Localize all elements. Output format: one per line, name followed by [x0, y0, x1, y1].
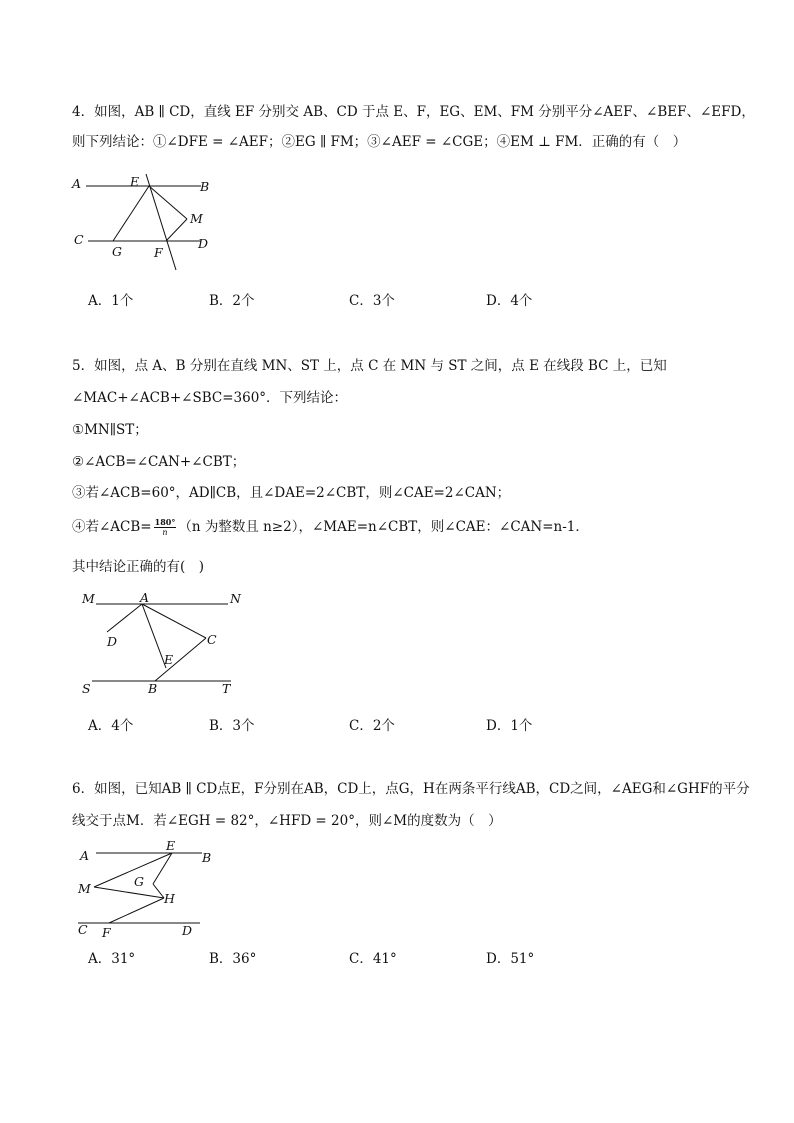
label-e: E [164, 652, 174, 667]
q5-conclusion-3: ③若∠ACB=60°，AD∥CB，且∠DAE=2∠CBT，则∠CAE=2∠CAN； [72, 485, 511, 501]
q6-option-c[interactable]: C．41° [349, 951, 397, 967]
label-m: M [82, 591, 95, 606]
label-c: C [78, 922, 88, 937]
label-h: H [164, 891, 175, 906]
q5-option-b[interactable]: B．3个 [209, 718, 255, 734]
label-a: A [140, 590, 150, 605]
q4-option-c[interactable]: C．3个 [349, 293, 395, 309]
label-d: D [198, 236, 209, 251]
q4-stem-line1: 4．如图，AB ∥ CD，直线 EF 分别交 AB、CD 于点 E、F，EG、EM、FM 分别平分∠AEF、∠BEF、∠EFD， [72, 104, 755, 120]
q5-option-c[interactable]: C．2个 [349, 718, 395, 734]
segment-ae [142, 604, 166, 668]
q5-conclusion-4 [72, 517, 589, 537]
q5-stem-line2: ∠MAC+∠ACB+∠SBC=360°．下列结论： [72, 390, 348, 406]
q5-option-d[interactable]: D．1个 [486, 718, 533, 734]
label-a: A [80, 848, 90, 863]
segment-fm [166, 219, 187, 241]
q6-figure [72, 840, 222, 940]
label-b: B [202, 850, 212, 865]
q4-option-b[interactable]: B．2个 [209, 293, 255, 309]
q5-c4-suffix: （n 为整数且 n≥2），∠MAE=n∠CBT，则∠CAE：∠CAN=n-1． [178, 519, 589, 535]
q5-conclusion-2: ②∠ACB=∠CAN+∠CBT； [72, 454, 246, 470]
segment-gh [153, 884, 164, 898]
q4-option-a[interactable]: A．1个 [88, 293, 134, 309]
label-d: D [182, 923, 193, 938]
label-c: C [207, 632, 217, 647]
label-m: M [78, 881, 91, 896]
q6-options [88, 949, 688, 969]
q6-option-b[interactable]: B．36° [209, 951, 257, 967]
label-d: D [107, 634, 118, 649]
label-e: E [130, 174, 140, 189]
label-f: F [102, 925, 111, 940]
label-g: G [112, 244, 122, 259]
q5-c4-fraction-numerator: 180° [154, 517, 176, 527]
segment-mh [94, 887, 164, 898]
segment-em [94, 853, 172, 887]
q5-stem-line1: 5．如图，点 A、B 分别在直线 MN、ST 上，点 C 在 MN 与 ST 之间，点 E 在线段 BC 上，已知 [72, 358, 667, 374]
q5-c4-prefix: ④若∠ACB= [72, 519, 152, 535]
q5-c4-fraction [154, 518, 177, 537]
segment-hf [109, 898, 164, 923]
label-m: M [190, 211, 203, 226]
q5-figure [76, 588, 256, 700]
label-n: N [230, 591, 241, 606]
q5-conclusion-1: ①MN∥ST； [72, 422, 148, 438]
label-g: G [134, 874, 144, 889]
q4-option-d[interactable]: D．4个 [486, 293, 533, 309]
label-a: A [72, 176, 82, 191]
q5-options [88, 716, 688, 736]
segment-ad [107, 604, 142, 632]
q6-stem-line1: 6．如图，已知AB ∥ CD点E，F分别在AB，CD上，点G，H在两条平行线AB，CD之间，∠AEG和∠GHF的平分 [72, 781, 750, 797]
q5-option-a[interactable]: A．4个 [88, 718, 134, 734]
q6-option-a[interactable]: A．31° [88, 951, 136, 967]
label-e: E [166, 838, 176, 853]
label-b: B [200, 179, 210, 194]
label-f: F [154, 245, 163, 260]
segment-ac [142, 604, 206, 638]
q5-c4-fraction-denominator: n [162, 528, 168, 537]
q5-closing: 其中结论正确的有( ) [72, 559, 205, 575]
q4-figure [66, 168, 226, 278]
label-c: C [74, 232, 84, 247]
segment-eg [113, 186, 149, 241]
label-s: S [82, 681, 91, 696]
label-t: T [222, 681, 231, 696]
q4-options [88, 291, 688, 311]
q6-stem-line2: 线交于点M．若∠EGH = 82°，∠HFD = 20°，则∠M的度数为（ ） [72, 813, 502, 829]
q4-stem-line2: 则下列结论：①∠DFE = ∠AEF；②EG ∥ FM；③∠AEF = ∠CGE；④EM ⊥ FM．正确的有（ ） [72, 134, 687, 150]
label-b: B [148, 681, 158, 696]
q6-option-d[interactable]: D．51° [486, 951, 535, 967]
